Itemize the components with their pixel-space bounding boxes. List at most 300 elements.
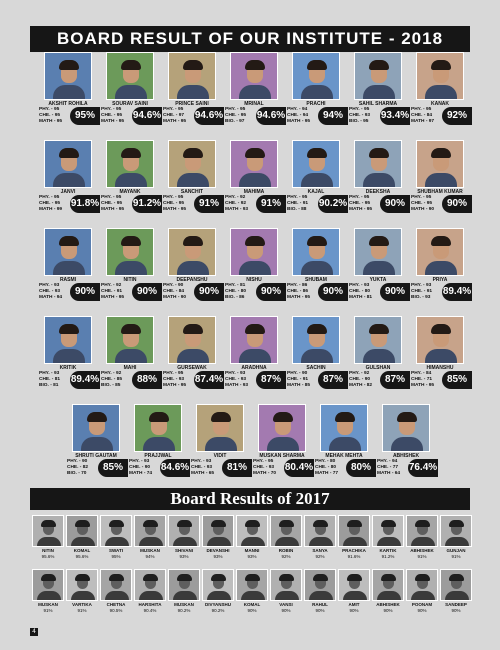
student-name: SOURAV SAINI (112, 101, 148, 107)
subject-score: 93 (206, 465, 213, 470)
subject-score: 71 (426, 377, 433, 382)
student-name: GURSEWAK (177, 365, 207, 371)
marks-separator: - (362, 207, 367, 212)
student-marks (411, 283, 432, 301)
student-photo (44, 228, 92, 276)
student-2017-card (134, 569, 166, 613)
percentage-badge: 93.4% (380, 107, 410, 125)
student-name: SHRUTI GAUTAM (75, 453, 117, 459)
subject-label: BIO. (67, 471, 77, 476)
percentage-badge: 88% (132, 371, 162, 389)
subject-label: MATH (349, 207, 363, 212)
student-photo (258, 404, 306, 452)
student-card (410, 316, 470, 396)
student-photo (292, 140, 340, 188)
marks-line (101, 383, 122, 389)
subject-score: 95 (239, 107, 246, 112)
subject-label: MATH (225, 207, 239, 212)
marks-separator: - (112, 113, 117, 118)
photo-hair (245, 324, 265, 334)
student-card (38, 140, 98, 220)
marks-separator: - (360, 377, 365, 382)
student-photo (230, 140, 278, 188)
subject-label: CHE. (287, 289, 299, 294)
student-2017-photo (202, 515, 234, 547)
student-photo (106, 316, 154, 364)
student-marks (349, 195, 372, 213)
marks-separator: - (297, 283, 302, 288)
percentage-badge: 84.6% (160, 459, 190, 477)
photo-hair (121, 148, 141, 158)
subject-label: MATH (287, 383, 301, 388)
student-photo (382, 404, 430, 452)
student-card (162, 140, 222, 220)
subject-label: PHY. (101, 107, 112, 112)
photo-body (115, 349, 147, 364)
student-2017-photo (134, 569, 166, 601)
student-marks (225, 371, 248, 389)
student-photo (230, 316, 278, 364)
photo-body (301, 85, 333, 100)
student-marks (411, 371, 434, 389)
subject-label: MATH (411, 207, 425, 212)
subject-label: MATH (39, 207, 53, 212)
marks-separator: - (421, 107, 426, 112)
student-2017-photo (270, 569, 302, 601)
subject-label: MATH (287, 119, 301, 124)
student-card (190, 404, 250, 484)
percentage-badge: 90% (194, 283, 224, 301)
marks-separator: - (174, 113, 179, 118)
photo-hair (41, 574, 56, 581)
subject-label: MATH (349, 383, 363, 388)
student-2017-card (440, 515, 472, 559)
student-photo (168, 316, 216, 364)
photo-body (445, 537, 469, 547)
subject-label: MATH (129, 471, 143, 476)
student-2017-percentage: 95% (111, 554, 121, 559)
subject-score: 95 (53, 195, 60, 200)
subject-label: PHY. (39, 107, 50, 112)
student-name: SANCHIT (180, 189, 204, 195)
student-2017-name: SANDEEP (445, 602, 467, 607)
photo-hair (397, 412, 417, 422)
subject-label: PHY. (39, 195, 50, 200)
percentage-badge: 85% (442, 371, 472, 389)
subject-label: CHE. (287, 377, 299, 382)
marks-line (191, 471, 214, 477)
photo-hair (121, 324, 141, 334)
subtitle-banner: Board Results of 2017 (30, 488, 470, 510)
subject-score: 80 (329, 459, 336, 464)
subject-label: MATH (39, 119, 53, 124)
student-marks (225, 107, 246, 125)
subject-label: BIO. (349, 119, 359, 124)
student-2017-percentage: 92% (281, 554, 291, 559)
subject-score: 93 (425, 283, 432, 288)
subject-score: 97 (178, 113, 185, 118)
marks-separator: - (173, 107, 178, 112)
marks-separator: - (422, 289, 427, 294)
subject-label: CHE. (163, 289, 175, 294)
subject-score: 95 (240, 113, 247, 118)
student-2017-card (236, 569, 268, 613)
subject-score: 95 (178, 201, 185, 206)
subject-score: 95 (301, 195, 308, 200)
photo-body (377, 537, 401, 547)
marks-separator: - (112, 201, 117, 206)
photo-hair (177, 574, 192, 581)
student-2017-photo (338, 569, 370, 601)
subject-score: 95 (180, 383, 187, 388)
student-2017-photo (440, 515, 472, 547)
marks-separator: - (176, 207, 181, 212)
photo-body (205, 437, 237, 452)
marks-separator: - (360, 289, 365, 294)
student-2017-percentage: 90% (383, 608, 393, 613)
student-card (100, 316, 160, 396)
subject-label: CHE. (163, 201, 175, 206)
subject-score: 95 (115, 195, 122, 200)
photo-body (239, 85, 271, 100)
marks-line (287, 119, 310, 125)
percentage-badge: 81% (222, 459, 252, 477)
percentage-badge: 87% (318, 371, 348, 389)
subject-label: BIO. (287, 207, 297, 212)
percentage-badge: 94.6% (256, 107, 286, 125)
student-name: PRIYA (432, 277, 448, 283)
subject-label: PHY. (287, 283, 298, 288)
subject-label: CHE. (287, 113, 299, 118)
student-2017-percentage: 93% (247, 554, 257, 559)
subject-score: 90 (177, 283, 184, 288)
marks-separator: - (173, 195, 178, 200)
student-2017-percentage: 91% (77, 608, 87, 613)
photo-body (239, 349, 271, 364)
subject-score: 80 (330, 465, 337, 470)
subject-label: MATH (287, 295, 301, 300)
marks-separator: - (50, 113, 55, 118)
photo-body (363, 85, 395, 100)
marks-line (163, 119, 186, 125)
subject-score: 80 (364, 289, 371, 294)
marks-separator: - (50, 289, 55, 294)
marks-separator: - (49, 371, 54, 376)
marks-separator: - (325, 459, 330, 464)
marks-separator: - (50, 377, 55, 382)
photo-body (343, 537, 367, 547)
student-2017-card (372, 569, 404, 613)
student-card (162, 52, 222, 132)
subject-score: 81 (53, 383, 59, 388)
marks-separator: - (235, 195, 240, 200)
subject-score: 95 (177, 107, 184, 112)
marks-separator: - (326, 465, 331, 470)
photo-hair (121, 236, 141, 246)
photo-body (173, 537, 197, 547)
photo-hair (177, 520, 192, 527)
student-marks (225, 195, 248, 213)
subject-score: 95 (366, 207, 373, 212)
photo-body (37, 537, 61, 547)
student-2017-name: RAHUL (312, 602, 328, 607)
subject-score: 95 (118, 207, 125, 212)
student-photo (416, 316, 464, 364)
subject-score: 95 (363, 119, 369, 124)
subject-label: PHY. (191, 459, 202, 464)
student-2017-percentage: 90.2% (211, 608, 225, 613)
photo-hair (369, 324, 389, 334)
marks-line (39, 383, 60, 389)
photo-body (53, 85, 85, 100)
student-2017-name: SHIVANI (175, 548, 193, 553)
photo-body (301, 173, 333, 188)
student-card (38, 52, 98, 132)
marks-separator: - (49, 195, 54, 200)
student-photo (44, 52, 92, 100)
student-name: HIMANSHU (426, 365, 454, 371)
subject-score: 86 (302, 289, 309, 294)
student-2017-photo (406, 569, 438, 601)
subject-score: 95 (180, 207, 187, 212)
subject-label: PHY. (163, 283, 174, 288)
student-2017-photo (372, 569, 404, 601)
student-marks (101, 107, 124, 125)
subject-label: PHY. (39, 371, 50, 376)
student-photo (106, 228, 154, 276)
student-2017-card (100, 569, 132, 613)
photo-body (309, 591, 333, 601)
subject-label: CHE. (225, 113, 237, 118)
subject-label: CHE. (411, 289, 423, 294)
student-marks (377, 459, 400, 477)
percentage-badge: 89.4% (70, 371, 100, 389)
subject-score: 95 (363, 195, 370, 200)
student-2017-percentage: 95.6% (75, 554, 89, 559)
photo-body (71, 591, 95, 601)
marks-separator: - (110, 383, 116, 388)
marks-line (411, 383, 434, 389)
student-2017-name: MUSKAN (38, 602, 58, 607)
marks-separator: - (174, 377, 179, 382)
subject-label: CHE. (101, 377, 113, 382)
subject-score: 95 (304, 119, 311, 124)
photo-hair (307, 148, 327, 158)
student-2017-photo (32, 569, 64, 601)
student-marks (163, 195, 186, 213)
photo-hair (245, 520, 260, 527)
student-2017-name: DEVANSHI (206, 548, 230, 553)
marks-line (101, 207, 124, 213)
student-card (314, 404, 374, 484)
marks-line (163, 207, 186, 213)
student-2017-photo (66, 515, 98, 547)
marks-separator: - (238, 207, 243, 212)
subject-label: CHE. (315, 465, 327, 470)
marks-separator: - (390, 471, 395, 476)
student-2017-card (236, 515, 268, 559)
marks-separator: - (202, 465, 207, 470)
photo-body (425, 173, 457, 188)
marks-separator: - (424, 383, 429, 388)
subject-score: 93 (53, 283, 60, 288)
percentage-badge: 80.4% (284, 459, 314, 477)
subject-label: CHE. (225, 289, 237, 294)
student-2017-photo (32, 515, 64, 547)
subject-score: 91 (116, 289, 123, 294)
subject-label: MATH (225, 383, 239, 388)
student-card (162, 228, 222, 308)
subject-score: 81 (54, 377, 61, 382)
subject-label: MATH (163, 119, 177, 124)
subject-score: 93 (425, 295, 431, 300)
marks-separator: - (234, 119, 240, 124)
subject-score: 93 (242, 383, 249, 388)
subject-label: CHE. (349, 201, 361, 206)
subject-label: MATH (315, 471, 329, 476)
subject-score: 95 (425, 107, 432, 112)
student-2017-photo (304, 569, 336, 601)
subject-label: PHY. (129, 459, 140, 464)
marks-separator: - (76, 471, 82, 476)
photo-hair (313, 574, 328, 581)
subject-score: 95 (118, 119, 125, 124)
student-2017-name: VARTIKA (72, 602, 92, 607)
subject-score: 92 (115, 283, 122, 288)
subject-score: 70 (81, 471, 87, 476)
subject-score: 84 (426, 113, 433, 118)
marks-separator: - (111, 371, 116, 376)
photo-hair (183, 60, 203, 70)
subject-label: CHE. (225, 377, 237, 382)
photo-hair (279, 574, 294, 581)
student-2017-name: CHETNA (106, 602, 126, 607)
student-2017-name: DIVYANSHU (204, 602, 232, 607)
student-photo (44, 316, 92, 364)
student-marks (163, 107, 186, 125)
student-name: NISHU (246, 277, 262, 283)
student-2017-photo (338, 515, 370, 547)
subject-score: 93 (239, 371, 246, 376)
percentage-badge: 90% (442, 195, 472, 213)
marks-separator: - (173, 283, 178, 288)
student-marks (315, 459, 338, 477)
subject-label: PHY. (287, 371, 298, 376)
student-name: PRACHI (306, 101, 326, 107)
subject-score: 90 (364, 377, 371, 382)
student-2017-photo (270, 515, 302, 547)
subject-label: CHE. (349, 113, 361, 118)
marks-separator: - (298, 201, 303, 206)
student-card (410, 228, 470, 308)
student-2017-photo (304, 515, 336, 547)
student-card (128, 404, 188, 484)
student-name: MEHAK MEHTA (325, 453, 363, 459)
student-name: MAYANK (119, 189, 141, 195)
marks-separator: - (422, 377, 427, 382)
marks-separator: - (263, 459, 268, 464)
subject-label: MATH (411, 383, 425, 388)
subject-label: CHE. (287, 201, 299, 206)
student-card (286, 52, 346, 132)
subject-score: 64 (394, 471, 401, 476)
marks-separator: - (266, 471, 271, 476)
student-2017-percentage: 90.4% (143, 608, 157, 613)
student-2017-photo (66, 569, 98, 601)
subject-label: PHY. (411, 283, 422, 288)
student-card (38, 228, 98, 308)
student-2017-photo (372, 515, 404, 547)
marks-separator: - (358, 119, 364, 124)
subject-label: CHE. (411, 377, 423, 382)
subject-label: BIO. (411, 295, 421, 300)
marks-line (101, 295, 124, 301)
photo-hair (183, 236, 203, 246)
student-name: SACHIN (306, 365, 326, 371)
marks-line (349, 207, 372, 213)
subject-label: CHE. (39, 113, 51, 118)
percentage-badge: 90% (70, 283, 100, 301)
photo-body (275, 591, 299, 601)
marks-separator: - (78, 465, 83, 470)
photo-hair (245, 148, 265, 158)
student-2017-percentage: 92% (315, 554, 325, 559)
student-marks (225, 283, 246, 301)
marks-separator: - (235, 283, 240, 288)
student-name: GULSHAN (365, 365, 391, 371)
student-2017-photo (440, 569, 472, 601)
marks-separator: - (362, 295, 367, 300)
student-name: RASMI (59, 277, 77, 283)
subject-score: 95 (54, 201, 61, 206)
marks-separator: - (421, 283, 426, 288)
percentage-badge: 76.4% (408, 459, 438, 477)
subject-label: PHY. (163, 195, 174, 200)
marks-separator: - (236, 377, 241, 382)
student-2017-photo (100, 569, 132, 601)
photo-body (207, 537, 231, 547)
subject-score: 95 (428, 383, 435, 388)
student-2017-card (32, 569, 64, 613)
photo-hair (369, 236, 389, 246)
photo-hair (41, 520, 56, 527)
subject-score: 82 (82, 465, 89, 470)
student-photo (72, 404, 120, 452)
subject-score: 95 (267, 459, 274, 464)
subject-label: MATH (411, 119, 425, 124)
subject-label: CHE. (349, 289, 361, 294)
photo-body (115, 261, 147, 276)
subject-score: 94 (301, 107, 308, 112)
marks-separator: - (173, 371, 178, 376)
student-marks (101, 283, 124, 301)
subject-score: 95 (363, 107, 370, 112)
photo-body (425, 85, 457, 100)
subject-label: CHE. (101, 113, 113, 118)
subject-label: BIO. (39, 383, 49, 388)
student-2017-name: MANNI (244, 548, 260, 553)
photo-hair (313, 520, 328, 527)
student-marks (287, 195, 308, 213)
student-2017-name: KOMAL (73, 548, 91, 553)
marks-line (39, 119, 62, 125)
photo-hair (415, 520, 430, 527)
student-2017-card (440, 569, 472, 613)
student-name: DEEPANSHU (176, 277, 208, 283)
subject-score: 91 (426, 289, 433, 294)
photo-hair (273, 412, 293, 422)
marks-separator: - (297, 371, 302, 376)
